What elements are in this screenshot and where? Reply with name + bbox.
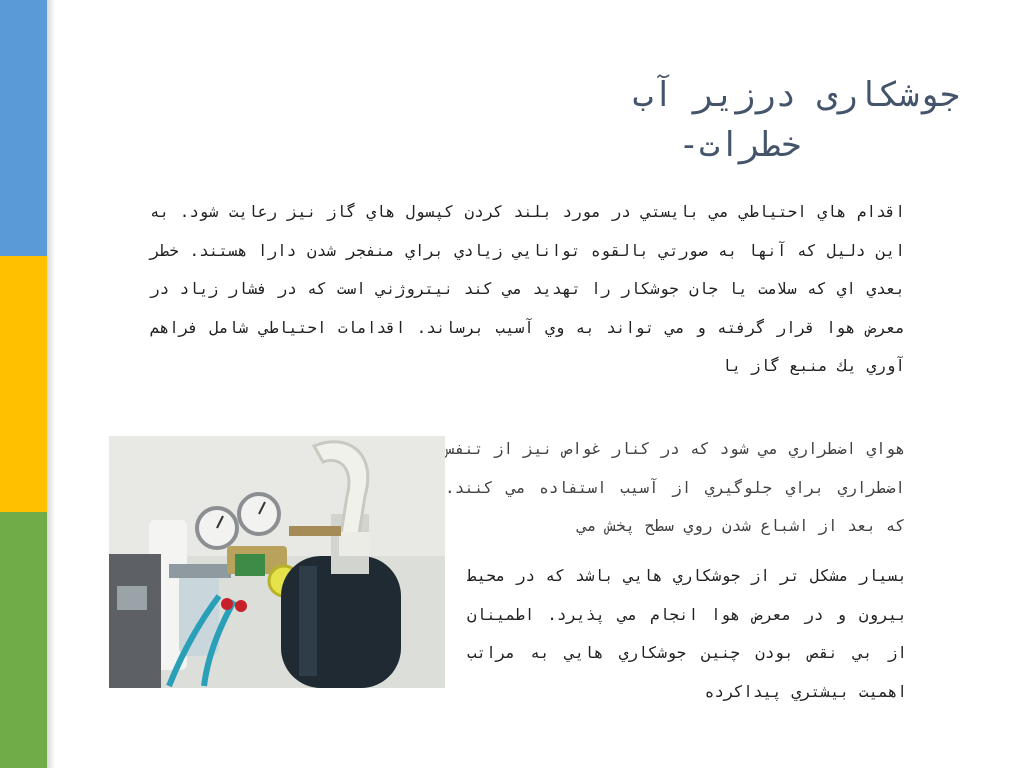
- stripe-shadow: [47, 0, 55, 768]
- accent-stripe-yellow: [0, 256, 47, 512]
- body-paragraph-top: اقدام هاي احتياطي مي بايستي در مورد بلند كردن كپسول هاي گاز نيز رعايت شود. به اين دليل كه آنها به صورتي بالقوه توانايي زيادي براي منفجر شدن دارا هستند. خطر بعدي اي كه سلامت يا جان جوشكار را تهديد مي كند نيتروژني است كه در فشار زياد در معرض هوا قرار گرفته و مي تواند به وي آسيب برساند. اقدامات احتياطي شامل فراهم آوري يك منبع گاز يا: [150, 202, 905, 375]
- title-line-2: خطرات-: [678, 125, 802, 165]
- title-line-1: جوشکاری درزیر آب: [632, 75, 960, 115]
- gas-cylinder-photo: [109, 436, 445, 688]
- accent-stripe-blue: [0, 0, 47, 256]
- body-paragraph-overlap: هواي اضطراري مي شود كه در كنار غواص نيز از تنفس اضطراري براي جلوگيري از آسيب استفاده مي كنند. كه بعد از اشباع شدن روي سطح پخش مي: [445, 439, 905, 535]
- body-paragraph-bottom: بسيار مشكل تر از جوشكاري هايي باشد كه در محيط بيرون و در معرض هوا انجام مي پذيرد. اطمينان از بي نقص بودن چنين جوشكاري هايي به مراتب اهميت بيشتري پيداكرده: [467, 566, 907, 701]
- accent-stripe-green: [0, 512, 47, 768]
- slide-title: [520, 70, 960, 170]
